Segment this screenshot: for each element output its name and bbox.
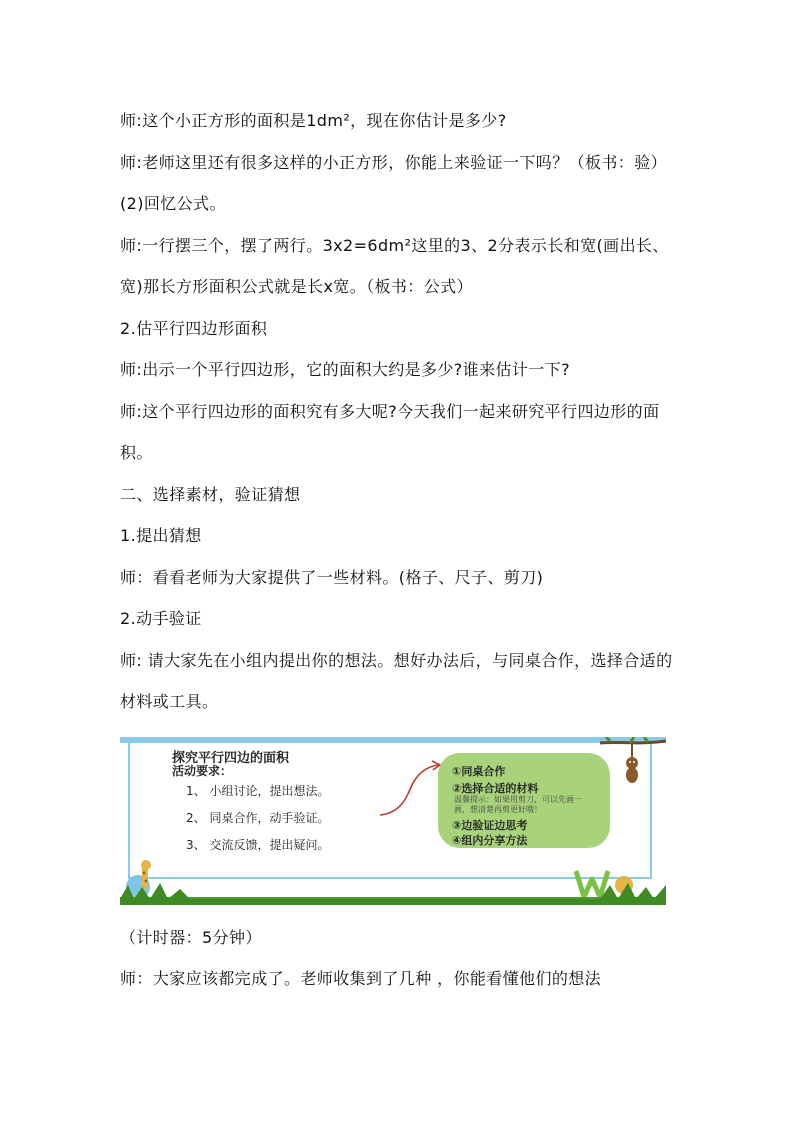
- paragraph: 师: 请大家先在小组内提出你的想法。想好办法后，与同桌合作，选择合适的材料或工具。: [120, 650, 673, 711]
- step-item: ④组内分享方法: [452, 833, 528, 847]
- paragraph: 二、选择素材，验证猜想: [120, 484, 301, 504]
- step-item: ①同桌合作: [452, 764, 506, 778]
- paragraph: 师:出示一个平行四边形，它的面积大约是多少?谁来估计一下?: [120, 360, 570, 379]
- step-item: ③边验证边思考: [452, 818, 528, 832]
- grass-decoration: [120, 881, 666, 905]
- monkey-on-branch-icon: [600, 737, 666, 797]
- activity-steps-box: [438, 753, 610, 848]
- paragraph: (2)回忆公式。: [120, 194, 226, 213]
- slide-title: 探究平行四边的面积: [172, 750, 290, 766]
- slide-image: [120, 737, 666, 905]
- timer-note: （计时器：5分钟）: [120, 927, 262, 947]
- paragraph: 师:这个平行四边形的面积究有多大呢?今天我们一起来研究平行四边形的面积。: [120, 401, 660, 462]
- paragraph: 1.提出猜想: [120, 526, 202, 545]
- curved-arrow-icon: [378, 759, 444, 819]
- paragraph: 师:老师这里还有很多这样的小正方形，你能上来验证一下吗？（板书：验）: [120, 152, 667, 172]
- requirement-item: 3、 交流反馈，提出疑问。: [186, 837, 330, 852]
- paragraph: 师：看看老师为大家提供了一些材料。(格子、尺子、剪刀): [120, 567, 544, 587]
- tip-note: 温馨提示：如果用剪刀，可以先画一画，想清楚再剪更好哦！: [454, 794, 582, 814]
- paragraph: 2.估平行四边形面积: [120, 318, 268, 338]
- step-item: ②选择合适的材料: [452, 781, 539, 795]
- paragraph: 师:这个小正方形的面积是1dm²，现在你估计是多少?: [120, 111, 507, 130]
- slide-subtitle: 活动要求：: [172, 763, 233, 778]
- paragraph: 师:一行摆三个，摆了两行。3x2=6dm²这里的3、2分表示长和宽(画出长、宽)那长方形面积公式就是长x宽。（板书：公式）: [120, 235, 669, 296]
- document-body: [120, 100, 685, 1000]
- requirement-item: 2、 同桌合作，动手验证。: [186, 810, 330, 825]
- paragraph: 师：大家应该都完成了。老师收集到了几种 ，你能看懂他们的想法: [120, 969, 602, 988]
- paragraph: 2.动手验证: [120, 609, 202, 628]
- requirement-item: 1、 小组讨论，提出想法。: [186, 783, 330, 798]
